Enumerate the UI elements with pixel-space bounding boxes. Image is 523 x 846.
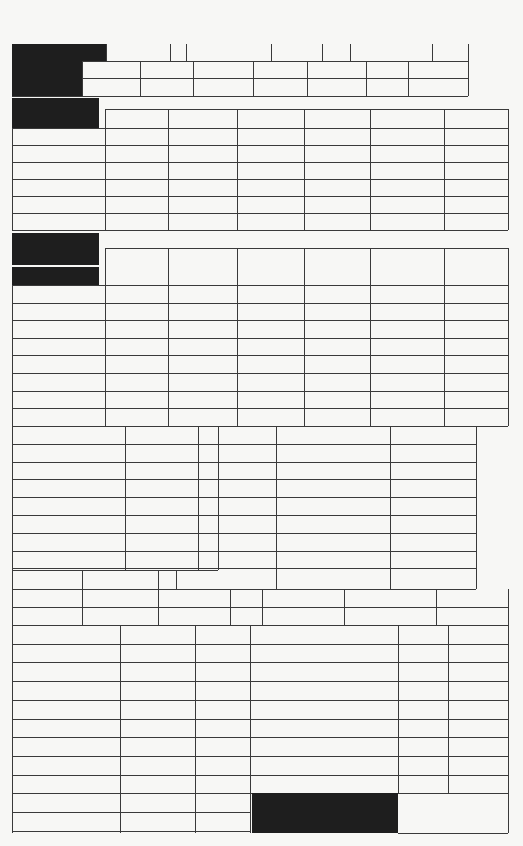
noodle-item-name [12,426,125,443]
rice-noodle-small-price [344,589,404,607]
rule-line [476,426,477,589]
rule-line [322,44,323,61]
side-item-name [250,681,398,699]
flavor-header [304,248,370,285]
rice-noodle-big-price [436,589,486,607]
rule-line [12,285,13,426]
rule-line [168,248,169,426]
rule-line [105,248,106,426]
noodle-item-name [12,551,125,568]
nabeyaki-row [14,338,104,355]
noodle-item-price [125,444,198,461]
bento-item-price [390,533,466,550]
noodle-item-name [12,533,125,550]
table-number-label [252,793,398,833]
nabeyaki-row [14,285,104,302]
rule-line [304,109,305,230]
side-item-name [250,662,398,680]
soup-item-price [120,662,195,680]
congee-item-name [88,61,118,78]
side-item-price [398,644,463,662]
congee-item-name [196,61,226,78]
angelica-hotpot-label [186,44,271,61]
nabeyaki-row [14,391,104,408]
hotline [257,12,457,26]
bento-item-name [276,462,390,479]
bento-item-price [390,515,466,532]
bento-item-price [390,551,466,568]
side-item-price [398,737,463,755]
rice-noodle-small-price [82,589,142,607]
rule-line [444,109,445,230]
noodle-item-price [125,426,198,443]
nabeyaki-row [14,303,104,320]
soup-item-price [120,737,195,755]
rule-line [468,44,469,61]
bento-item-name [276,515,390,532]
bento-item-price [390,497,466,514]
side-item-price [398,681,463,699]
small-hotpot-label [12,98,99,128]
rule-line [170,44,171,61]
rule-line [193,61,194,96]
congee-item-price [118,78,158,95]
rule-line [432,44,433,61]
flavor-header [444,109,508,128]
rice-noodle-small-price [82,607,142,625]
bento-item-name [276,551,390,568]
side-item-name [250,719,398,737]
flavor-header [168,248,237,285]
noodle-item-name [12,515,125,532]
side-item-price [398,719,463,737]
congee-item-name [196,78,226,95]
rice-noodle-name [262,607,344,625]
flavor-header [444,248,508,285]
small-hotpot-row [14,145,104,162]
rule-line [105,109,106,230]
signature-hotpot-price [108,44,168,61]
bento-item-price [390,462,466,479]
signature-hotpot-label [12,44,106,61]
rule-line [195,625,196,833]
rice-noodle-big-price [158,570,228,588]
noodle-surcharge-label [12,267,99,285]
side-item-price [398,775,463,793]
side-item-name [250,700,398,718]
noodle-item-price [125,479,198,496]
rule-line [370,109,371,230]
small-hotpot-row [14,196,104,213]
small-hotpot-row [14,128,104,145]
noodle-item-name [12,497,125,514]
bento-item-price [390,479,466,496]
soup-item-name [12,775,120,793]
rule-line [186,44,187,61]
bento-item-price [390,444,466,461]
rule-line [230,589,231,625]
congee-item-price [436,61,476,78]
soup-item-name [12,719,120,737]
rule-line [508,589,509,625]
rice-noodle-big-price [158,589,228,607]
bento-item-name [276,568,390,585]
side-item-name [250,756,398,774]
congee-item-price [436,78,476,95]
rule-line [198,426,199,570]
soup-item-name [12,700,120,718]
rice-noodle-name [12,589,82,607]
congee-item-price [226,78,266,95]
rule-line [508,625,509,793]
address [257,25,477,39]
soup-item-name [12,625,120,643]
bento-item-name [276,426,390,443]
congee-item-name [300,61,330,78]
soup-item-name [12,756,120,774]
rule-line [82,61,83,96]
congee-item-name [300,78,330,95]
nabeyaki-label [12,233,99,265]
soup-item-name [12,644,120,662]
rule-line [237,248,238,426]
soup-item-price [120,756,195,774]
congee-item-name [406,78,436,95]
soup-item-price [120,644,195,662]
congee-item-name [88,78,118,95]
nabeyaki-add-note [105,233,508,248]
noodle-item-price [125,533,198,550]
nabeyaki-row [14,408,104,425]
bento-item-name [276,497,390,514]
rule-line [304,248,305,426]
rice-noodle-name [262,589,344,607]
noodle-item-name [12,444,125,461]
side-item-price [398,756,463,774]
soup-item-name [12,681,120,699]
soup-item-price [120,793,195,811]
small-hotpot-row [14,213,104,230]
rice-noodle-name [12,607,82,625]
rule-line [237,109,238,230]
rule-line [106,44,107,61]
noodle-item-price [125,515,198,532]
side-item-price [398,662,463,680]
herbal-ribs-hotpot-label [350,44,432,61]
soup-item-price [120,681,195,699]
side-item-name [250,775,398,793]
flavor-header [168,109,237,128]
flavor-header [370,248,444,285]
noodle-item-name [12,462,125,479]
rule-line [398,833,508,834]
congee-label [12,61,82,96]
soup-item-price [120,719,195,737]
side-item-name [250,737,398,755]
rule-line [508,109,509,230]
noodle-item-price [125,462,198,479]
flavor-header [237,109,304,128]
side-item-price [398,625,463,643]
bento-item-name [276,533,390,550]
flavor-header [237,248,304,285]
rule-line [12,230,508,231]
congee-item-price [330,61,370,78]
small-hotpot-row [14,179,104,196]
soup-item-price [120,625,195,643]
flavor-header [105,248,168,285]
nabeyaki-row [14,355,104,372]
rule-line [508,248,509,426]
small-hotpot-row [14,162,104,179]
flavor-header [304,109,370,128]
soup-item-name [12,662,120,680]
side-item-price [398,700,463,718]
noodle-item-price [125,497,198,514]
angelica-hotpot-price [272,44,322,61]
rule-line [444,248,445,426]
bento-item-name [276,444,390,461]
rice-noodle-big-price [158,607,228,625]
side-item-name [250,644,398,662]
rule-line [168,109,169,230]
bento-item-price [390,426,466,443]
nabeyaki-row [14,373,104,390]
rice-noodle-small-price [82,570,142,588]
soup-item-name [12,737,120,755]
rule-line [350,44,351,61]
shop-name [66,4,206,34]
soup-item-name [12,793,120,811]
congee-item-price [330,78,370,95]
soup-item-name [12,812,120,830]
bento-item-price [390,568,466,585]
rule-line [271,44,272,61]
bento-item-name [276,479,390,496]
soup-item-price [120,775,195,793]
rule-line [508,793,509,833]
soup-item-price [120,700,195,718]
flavor-header [105,109,168,128]
rice-noodle-small-price [344,607,404,625]
noodle-item-price [125,551,198,568]
flavor-header [370,109,444,128]
rule-line [12,128,13,230]
congee-item-price [118,61,158,78]
congee-item-price [226,61,266,78]
noodle-item-name [12,479,125,496]
rule-line [370,248,371,426]
soup-item-price [120,812,195,830]
side-item-name [250,625,398,643]
rule-line [218,426,219,570]
rule-line [12,831,250,832]
congee-item-name [406,61,436,78]
small-hotpot-add-note [105,96,508,110]
nabeyaki-row [14,320,104,337]
rice-noodle-name [12,570,82,588]
delivery-note [64,31,214,43]
rice-noodle-big-price [436,607,486,625]
